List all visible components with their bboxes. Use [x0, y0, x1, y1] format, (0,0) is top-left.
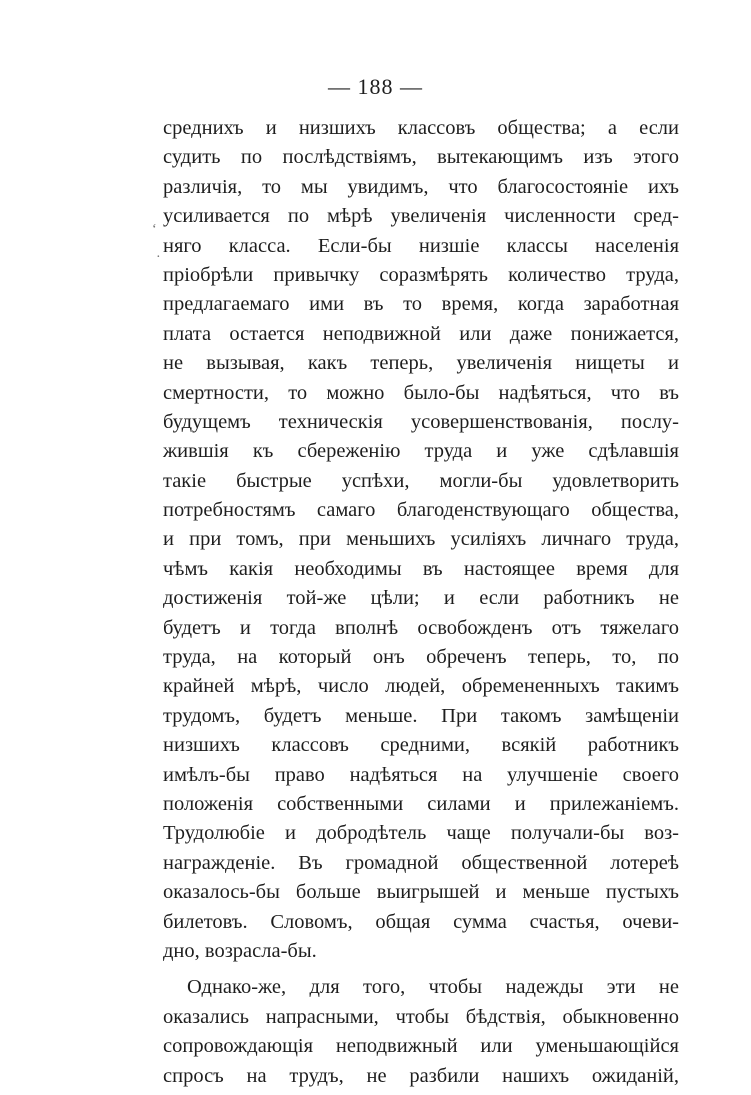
margin-speck: ·	[156, 250, 161, 265]
text-line: низшихъ классовъ средними, всякій работникъ	[163, 734, 679, 757]
paragraph-gap	[163, 966, 679, 973]
text-line: награжденіе. Въ громадной общественной лотереѣ	[163, 851, 679, 874]
text-line: среднихъ и низшихъ классовъ общества; а если	[163, 117, 679, 139]
body-text	[163, 114, 679, 1091]
text-line: не вызывая, какъ теперь, увеличенія нищеты и	[163, 352, 679, 375]
text-line: оказались напрасными, чтобы бѣдствія, обыкновенно	[163, 1005, 679, 1028]
text-line: труда, на который онъ обреченъ теперь, то, по	[163, 646, 679, 669]
text-line: сопровождающія неподвижный или уменьшающійся	[163, 1035, 679, 1058]
text-line: спросъ на трудъ, не разбили нашихъ ожиданій,	[163, 1064, 679, 1087]
paragraph-1	[163, 114, 679, 966]
text-line: судить по послѣдствіямъ, вытекающимъ изъ этого	[163, 146, 679, 169]
text-line: усиливается по мѣрѣ увеличенія численности сред-	[163, 205, 679, 228]
text-line: такіе быстрые успѣхи, могли-бы удовлетворить	[163, 469, 679, 492]
text-line: смертности, то можно было-бы надѣяться, что въ	[163, 381, 679, 404]
text-line: няго класса. Если-бы низшіе классы населенія	[163, 234, 679, 257]
text-line: и при томъ, при меньшихъ усиліяхъ личнаго труда,	[163, 528, 679, 551]
text-line: имѣлъ-бы право надѣяться на улучшеніе своего	[163, 763, 679, 786]
text-line: предлагаемаго ими въ то время, когда заработная	[163, 293, 679, 316]
text-line: различія, то мы увидимъ, что благосостояніе ихъ	[163, 175, 679, 198]
page-number: — 188 —	[328, 74, 423, 99]
text-line: достиженія той-же цѣли; и если работникъ не	[163, 587, 679, 610]
text-line: пріобрѣли привычку соразмѣрять количество труда,	[163, 263, 679, 286]
text-line: оказалось-бы больше выигрышей и меньше пустыхъ	[163, 881, 679, 904]
text-line: билетовъ. Словомъ, общая сумма счастья, очеви-	[163, 910, 679, 933]
text-line: чѣмъ какія необходимы въ настоящее время для	[163, 557, 679, 580]
text-line: жившія къ сбереженію труда и уже сдѣлавшія	[163, 440, 679, 463]
text-line: Однако-же, для того, чтобы надежды эти не	[187, 976, 679, 999]
text-line: положенія собственными силами и прилежаніемъ.	[163, 792, 679, 815]
paragraph-2	[163, 973, 679, 1091]
text-line: Трудолюбіе и добродѣтель чаще получали-бы воз-	[163, 822, 679, 845]
text-line: дно, возрасла-бы.	[163, 939, 317, 962]
text-line: трудомъ, будетъ меньше. При такомъ замѣщеніи	[163, 704, 679, 727]
text-line: крайней мѣрѣ, число людей, обремененныхъ такимъ	[163, 675, 679, 698]
margin-speck: ʻ	[152, 222, 157, 237]
text-line: потребностямъ самаго благоденствующаго общества,	[163, 499, 679, 522]
text-line: будущемъ техническія усовершенствованія, послу-	[163, 410, 679, 433]
text-line: плата остается неподвижной или даже понижается,	[163, 322, 679, 345]
text-line: будетъ и тогда вполнѣ освобожденъ отъ тяжелаго	[163, 616, 679, 639]
